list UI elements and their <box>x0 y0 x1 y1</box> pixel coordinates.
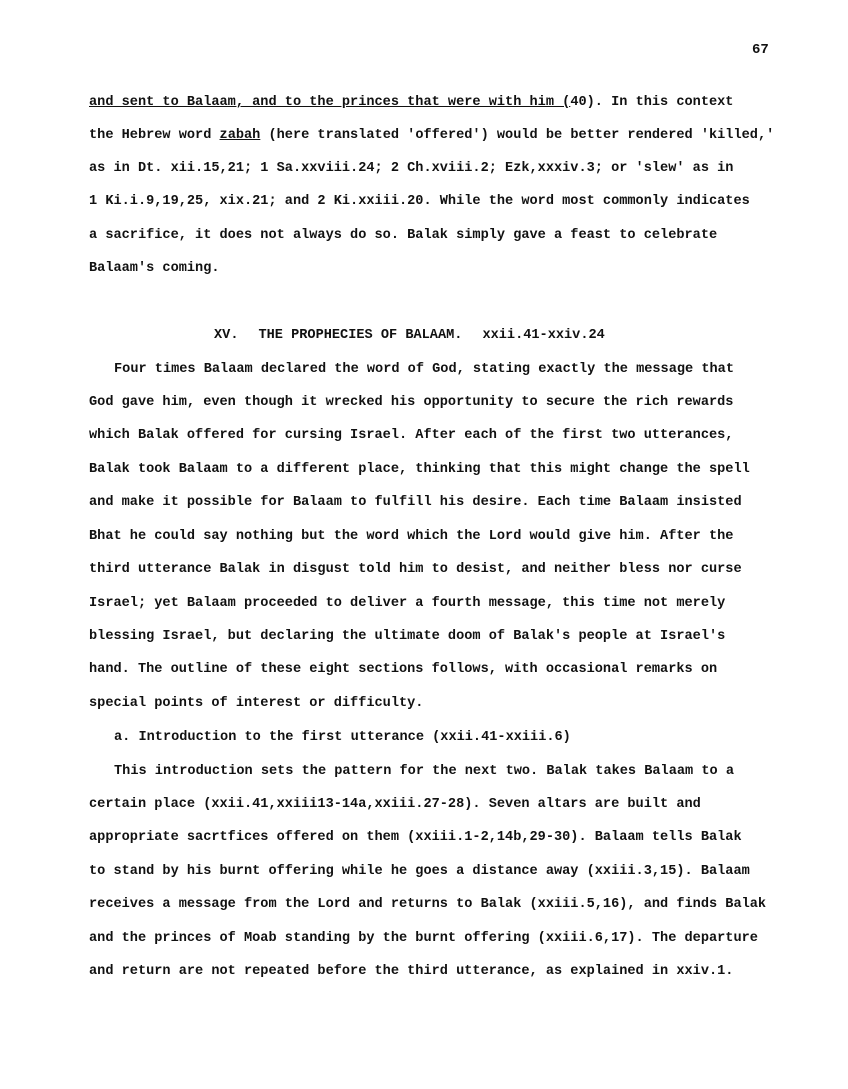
text-line: as in Dt. xii.15,21; 1 Sa.xxviii.24; 2 Ch.xviii.2; Ezk,xxxiv.3; or 'slew' as in <box>89 161 734 176</box>
text-line <box>89 95 733 110</box>
text-line: Balak took Balaam to a different place, thinking that this might change the spell <box>89 462 750 477</box>
text-line: special points of interest or difficulty. <box>89 696 424 711</box>
text-line: Israel; yet Balaam proceeded to deliver a fourth message, this time not merely <box>89 596 726 611</box>
text-line: which Balak offered for cursing Israel. After each of the first two utterances, <box>89 428 734 443</box>
text-line: Balaam's coming. <box>89 261 220 276</box>
text-line: a sacrifice, it does not always do so. Balak simply gave a feast to celebrate <box>89 228 718 243</box>
section-title: THE PROPHECIES OF BALAAM. <box>258 328 463 343</box>
text-line: third utterance Balak in disgust told him to desist, and neither bless nor curse <box>89 562 742 577</box>
text-line: and return are not repeated before the third utterance, as explained in xxiv.1. <box>89 964 734 979</box>
text-line: God gave him, even though it wrecked his opportunity to secure the rich rewards <box>89 395 734 410</box>
text-line <box>89 128 774 143</box>
underlined-text: and sent to Balaam, and to the princes that were with him ( <box>89 95 571 110</box>
text-line: certain place (xxii.41,xxiii13-14a,xxiii.27-28). Seven altars are built and <box>89 797 701 812</box>
subsection-heading: a. Introduction to the first utterance (xxii.41-xxiii.6) <box>114 730 571 745</box>
text-segment: 40). In this context <box>570 95 734 110</box>
text-line: receives a message from the Lord and returns to Balak (xxiii.5,16), and finds Balak <box>89 897 767 912</box>
section-heading <box>214 328 605 343</box>
text-line: blessing Israel, but declaring the ultimate doom of Balak's people at Israel's <box>89 629 726 644</box>
text-line: hand. The outline of these eight sections follows, with occasional remarks on <box>89 662 718 677</box>
text-line: appropriate sacrtfices offered on them (xxiii.1-2,14b,29-30). Balaam tells Balak <box>89 830 742 845</box>
text-line: 1 Ki.i.9,19,25, xix.21; and 2 Ki.xxiii.20. While the word most commonly indicates <box>89 194 750 209</box>
text-line: Four times Balaam declared the word of God, stating exactly the message that <box>114 362 734 377</box>
text-segment: (here translated 'offered') would be better rendered 'killed,' <box>260 128 775 143</box>
text-line: Bhat he could say nothing but the word which the Lord would give him. After the <box>89 529 734 544</box>
text-line: and make it possible for Balaam to fulfill his desire. Each time Balaam insisted <box>89 495 742 510</box>
underlined-word: zabah <box>219 128 261 143</box>
text-segment: the Hebrew word <box>89 128 220 143</box>
page-number: 67 <box>752 42 769 58</box>
text-line: to stand by his burnt offering while he goes a distance away (xxiii.3,15). Balaam <box>89 864 750 879</box>
section-reference: xxii.41-xxiv.24 <box>482 328 605 343</box>
text-line: and the princes of Moab standing by the burnt offering (xxiii.6,17). The departure <box>89 931 758 946</box>
text-line: This introduction sets the pattern for the next two. Balak takes Balaam to a <box>114 764 734 779</box>
section-numeral: XV. <box>214 328 239 343</box>
